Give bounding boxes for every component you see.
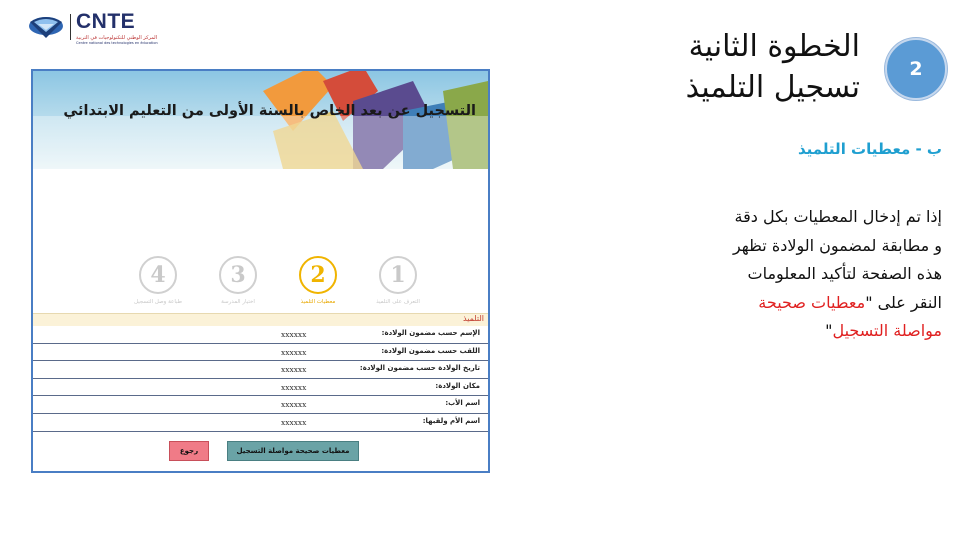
row-label: الإسم حسب مضمون الولادة: <box>381 329 480 337</box>
row-value: xxxxxx <box>281 365 307 375</box>
table-row <box>33 396 488 414</box>
step-3-label: اختيار المدرسة <box>221 299 255 305</box>
description-line5-suffix: " <box>825 321 833 340</box>
student-section-header <box>33 313 488 326</box>
row-label: اسم الأم ولقبها: <box>422 416 480 425</box>
row-value: xxxxxx <box>281 382 307 392</box>
row-label: تاريخ الولادة حسب مضمون الولادة: <box>359 364 480 373</box>
step-2 <box>278 256 358 305</box>
cnte-logo <box>28 10 228 46</box>
logo-subtitle-ar: المركز الوطني للتكنولوجيات في التربية <box>76 35 158 41</box>
description-line4-prefix: النقر على " <box>865 292 942 312</box>
row-value: xxxxxx <box>281 417 307 427</box>
step-number-badge: 2 <box>885 38 947 100</box>
step-4-number: 4 <box>139 256 177 294</box>
banner-title: التسجيل عن بعد الخاص بالسنة الأولى من التعليم الابتدائي <box>63 103 476 119</box>
row-value: xxxxxx <box>281 400 307 410</box>
row-label: مكان الولادة: <box>435 381 480 390</box>
table-row <box>33 379 488 397</box>
description-text <box>682 203 942 346</box>
row-label: اللقب حسب مضمون الولادة: <box>381 346 480 355</box>
step-4 <box>118 256 198 305</box>
step-title-line2: تسجيل التلميذ <box>685 70 860 105</box>
student-data-table <box>33 326 488 432</box>
section-subtitle: ب - معطيات التلميذ <box>797 140 942 158</box>
step-title <box>620 26 860 108</box>
progress-steps <box>123 256 443 306</box>
description-line1: إذا تم إدخال المعطيات بكل دقة <box>734 207 942 226</box>
description-line5 <box>682 317 942 346</box>
cnte-logo-mark-icon <box>28 12 64 40</box>
table-row <box>33 326 488 344</box>
table-row <box>33 414 488 432</box>
back-button[interactable]: رجوع <box>169 441 209 461</box>
row-value: xxxxxx <box>281 330 307 339</box>
step-2-number: 2 <box>299 256 337 294</box>
step-1-label: التعرف على التلميذ <box>376 299 420 305</box>
description-line3: هذه الصفحة لتأكيد المعلومات <box>747 264 942 283</box>
logo-separator <box>70 14 71 40</box>
step-1-number: 1 <box>379 256 417 294</box>
step-3 <box>198 256 278 305</box>
crayons-banner-image <box>33 71 488 169</box>
step-2-label: معطيات التلميذ <box>300 299 336 305</box>
registration-screenshot <box>31 69 490 473</box>
description-line2: و مطابقة لمضمون الولادة تظهر <box>732 235 942 255</box>
row-label: اسم الأب: <box>445 399 480 408</box>
step-1 <box>358 256 438 305</box>
table-row <box>33 361 488 379</box>
logo-subtitle-fr: Centre national des technologies en éducation <box>76 41 158 45</box>
description-highlight-1: معطيات صحيحة <box>758 292 866 312</box>
step-title-line1: الخطوة الثانية <box>688 29 860 64</box>
confirm-continue-button[interactable]: معطيات صحيحة مواصلة التسجيل <box>227 441 359 461</box>
description-highlight-2: مواصلة التسجيل <box>832 321 942 340</box>
registration-banner <box>33 71 488 169</box>
step-4-label: طباعة وصل التسجيل <box>133 299 183 305</box>
description-line4 <box>682 289 942 318</box>
logo-title: CNTE <box>76 10 136 33</box>
step-3-number: 3 <box>219 256 257 294</box>
student-section-title: التلميذ <box>463 314 484 323</box>
row-value: xxxxxx <box>281 347 307 357</box>
registration-page <box>33 71 488 471</box>
table-row <box>33 344 488 362</box>
